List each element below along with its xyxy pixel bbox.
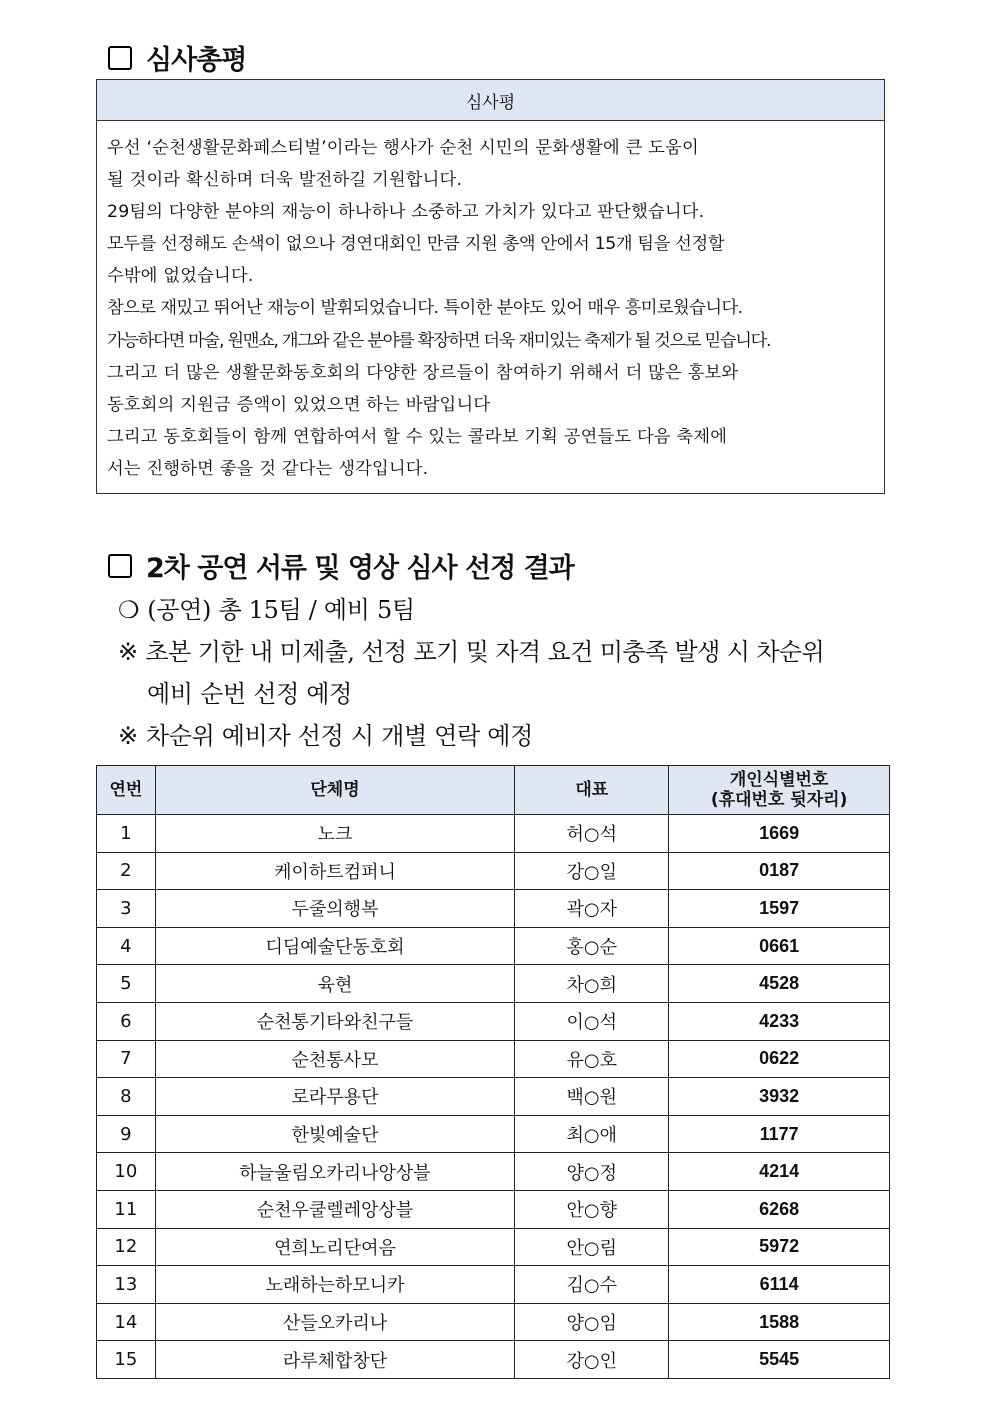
cell-name: 한빛예술단 xyxy=(155,1115,515,1153)
cell-no: 7 xyxy=(97,1040,156,1078)
table-row xyxy=(97,1078,890,1116)
review-line: 가능하다면 마술, 원맨쇼, 개그와 같은 분야를 확장하면 더욱 재미있는 축제가 될 것으로 믿습니다. xyxy=(107,330,771,351)
col-header-rep: 대표 xyxy=(515,766,669,815)
review-line: 동호회의 지원금 증액이 있었으면 하는 바람입니다 xyxy=(107,394,491,415)
review-line: 그리고 동호회들이 함께 연합하여서 할 수 있는 콜라보 기획 공연들도 다음 축제에 xyxy=(107,426,728,447)
review-header: 심사평 xyxy=(97,80,884,121)
cell-rep: 양○정 xyxy=(515,1153,669,1191)
table-row xyxy=(97,852,890,890)
section-title: 2차 공연 서류 및 영상 심사 선정 결과 xyxy=(146,553,574,584)
checkbox-icon xyxy=(108,46,132,70)
cell-rep: 안○향 xyxy=(515,1190,669,1228)
cell-id: 1597 xyxy=(669,890,890,928)
cell-id: 1588 xyxy=(669,1303,890,1341)
cell-no: 2 xyxy=(97,852,156,890)
cell-name: 디딤예술단동호회 xyxy=(155,927,515,965)
cell-rep: 차○희 xyxy=(515,965,669,1003)
cell-rep: 이○석 xyxy=(515,1002,669,1040)
note-text: 초본 기한 내 미제출, 선정 포기 및 자격 요건 미충족 발생 시 차순위 xyxy=(145,638,825,666)
table-row xyxy=(97,1153,890,1191)
table-row xyxy=(97,1228,890,1266)
cell-id: 5972 xyxy=(669,1228,890,1266)
cell-rep: 김○수 xyxy=(515,1266,669,1304)
col-header-id xyxy=(669,766,890,815)
review-line: 수밖에 없었습니다. xyxy=(107,266,254,287)
review-line: 참으로 재밌고 뛰어난 재능이 발휘되었습니다. 특이한 분야도 있어 매우 흥미로웠습니다. xyxy=(107,298,743,319)
cell-name: 육현 xyxy=(155,965,515,1003)
cell-name: 노크 xyxy=(155,815,515,853)
reference-mark-icon: ※ xyxy=(118,638,138,666)
cell-id: 6114 xyxy=(669,1266,890,1304)
table-row xyxy=(97,1040,890,1078)
cell-name: 연희노리단여음 xyxy=(155,1228,515,1266)
cell-name: 하늘울림오카리나앙상블 xyxy=(155,1153,515,1191)
cell-no: 14 xyxy=(97,1303,156,1341)
col-header-id-line2: (휴대번호 뒷자리) xyxy=(710,790,848,810)
review-line: 그리고 더 많은 생활문화동호회의 다양한 장르들이 참여하기 위해서 더 많은 홍보와 xyxy=(107,362,739,383)
cell-rep: 최○애 xyxy=(515,1115,669,1153)
results-table xyxy=(96,765,890,1379)
cell-id: 3932 xyxy=(669,1078,890,1116)
cell-name: 순천통기타와친구들 xyxy=(155,1002,515,1040)
cell-rep: 홍○순 xyxy=(515,927,669,965)
cell-rep: 양○임 xyxy=(515,1303,669,1341)
cell-id: 4214 xyxy=(669,1153,890,1191)
review-body xyxy=(97,121,884,485)
table-row xyxy=(97,1341,890,1379)
cell-id: 4233 xyxy=(669,1002,890,1040)
cell-no: 9 xyxy=(97,1115,156,1153)
table-header-row xyxy=(97,766,890,815)
cell-rep: 강○일 xyxy=(515,852,669,890)
cell-no: 15 xyxy=(97,1341,156,1379)
section-heading-results xyxy=(108,546,574,585)
cell-no: 12 xyxy=(97,1228,156,1266)
cell-name: 두줄의행복 xyxy=(155,890,515,928)
cell-rep: 유○호 xyxy=(515,1040,669,1078)
cell-name: 순천통사모 xyxy=(155,1040,515,1078)
cell-id: 1177 xyxy=(669,1115,890,1153)
cell-rep: 강○인 xyxy=(515,1341,669,1379)
reference-mark-icon: ※ xyxy=(118,722,138,750)
review-line: 우선 ‘순천생활문화페스티벌’이라는 행사가 순천 시민의 문화생활에 큰 도움이 xyxy=(107,138,699,158)
cell-no: 3 xyxy=(97,890,156,928)
cell-no: 5 xyxy=(97,965,156,1003)
table-row xyxy=(97,1303,890,1341)
bullet-text: (공연) 총 15팀 / 예비 5팀 xyxy=(147,596,415,624)
table-row xyxy=(97,1002,890,1040)
col-header-no: 연번 xyxy=(97,766,156,815)
cell-no: 1 xyxy=(97,815,156,853)
cell-rep: 곽○자 xyxy=(515,890,669,928)
cell-no: 11 xyxy=(97,1190,156,1228)
review-line: 될 것이라 확신하며 더욱 발전하길 기원합니다. xyxy=(107,170,463,191)
note-text: 차순위 예비자 선정 시 개별 연락 예정 xyxy=(145,722,534,750)
cell-rep: 안○림 xyxy=(515,1228,669,1266)
review-line: 29팀의 다양한 분야의 재능이 하나하나 소중하고 가치가 있다고 판단했습니다. xyxy=(107,202,705,223)
table-row xyxy=(97,890,890,928)
note-line xyxy=(118,715,824,757)
review-box xyxy=(96,79,885,494)
table-row xyxy=(97,927,890,965)
cell-id: 4528 xyxy=(669,965,890,1003)
cell-rep: 백○원 xyxy=(515,1078,669,1116)
cell-id: 6268 xyxy=(669,1190,890,1228)
bullet-list xyxy=(118,589,824,757)
cell-no: 6 xyxy=(97,1002,156,1040)
table-row xyxy=(97,1115,890,1153)
bullet-summary xyxy=(118,589,824,631)
cell-no: 10 xyxy=(97,1153,156,1191)
cell-name: 산들오카리나 xyxy=(155,1303,515,1341)
col-header-name: 단체명 xyxy=(155,766,515,815)
table-row xyxy=(97,1266,890,1304)
note-line-continued: 예비 순번 선정 예정 xyxy=(147,680,353,708)
table-row xyxy=(97,1190,890,1228)
cell-name: 순천우쿨렐레앙상블 xyxy=(155,1190,515,1228)
cell-id: 0622 xyxy=(669,1040,890,1078)
circle-bullet-icon: ❍ xyxy=(118,596,140,624)
cell-name: 케이하트컴퍼니 xyxy=(155,852,515,890)
table-row xyxy=(97,965,890,1003)
cell-id: 0187 xyxy=(669,852,890,890)
col-header-id-line1: 개인식별번호 xyxy=(729,770,829,790)
cell-no: 13 xyxy=(97,1266,156,1304)
table-row xyxy=(97,815,890,853)
cell-no: 4 xyxy=(97,927,156,965)
cell-id: 1669 xyxy=(669,815,890,853)
cell-id: 5545 xyxy=(669,1341,890,1379)
review-line: 서는 진행하면 좋을 것 같다는 생각입니다. xyxy=(107,458,429,479)
section-heading-review xyxy=(108,38,246,77)
cell-name: 라루체합창단 xyxy=(155,1341,515,1379)
cell-rep: 허○석 xyxy=(515,815,669,853)
cell-name: 로라무용단 xyxy=(155,1078,515,1116)
cell-no: 8 xyxy=(97,1078,156,1116)
cell-id: 0661 xyxy=(669,927,890,965)
section-title: 심사총평 xyxy=(146,45,247,76)
review-line: 모두를 선정해도 손색이 없으나 경연대회인 만큼 지원 총액 안에서 15개 팀을 선정할 xyxy=(107,234,725,255)
checkbox-icon xyxy=(108,554,132,578)
cell-name: 노래하는하모니카 xyxy=(155,1266,515,1304)
note-line xyxy=(118,631,824,673)
